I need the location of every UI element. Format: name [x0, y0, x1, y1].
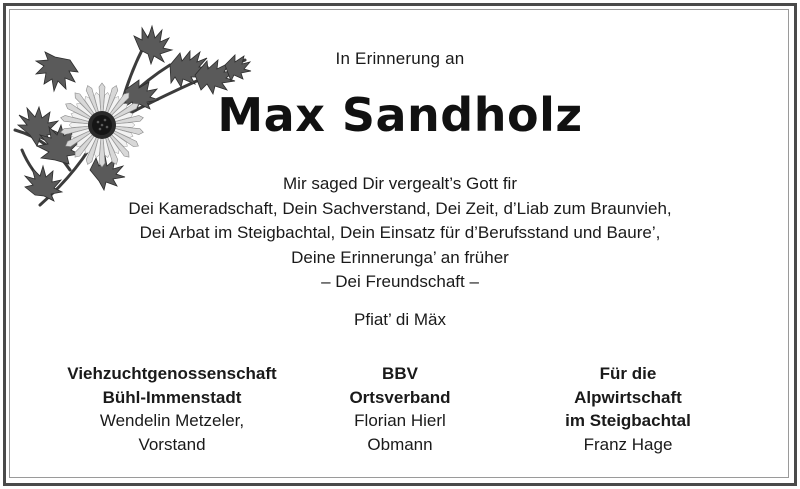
signer-block-bbv [270, 362, 530, 456]
signer-org-line: Für die [599, 364, 657, 383]
verse-line: Deine Erinnerunga’ an früher [291, 247, 509, 267]
verse-line: – Dei Freundschaft – [321, 272, 479, 291]
farewell-line: Pfiat’ di Mäx [354, 310, 446, 329]
signer-org-line: Ortsverband [349, 387, 451, 407]
signer-person-line: Franz Hage [583, 434, 673, 454]
signer-person-line: Florian Hierl [354, 411, 446, 430]
signer-org-line: im Steigbachtal [565, 411, 691, 430]
signer-org-line: BBV [382, 364, 418, 383]
verse-line: Dei Arbat im Steigbachtal, Dein Einsatz für d’Berufsstand und Baure’, [139, 223, 661, 242]
signer-person-line: Vorstand [138, 434, 206, 454]
signer-org-line: Viehzuchtgenossenschaft [67, 364, 277, 383]
signer-person-line: Wendelin Metzeler, [99, 411, 245, 430]
intro-line: In Erinnerung an [335, 49, 465, 68]
signer-block-alpwirtschaft [498, 362, 758, 456]
verse-line: Dei Kameradschaft, Dein Sachverstand, Dei Zeit, d’Liab zum Braunvieh, [128, 198, 672, 218]
signer-org-line: Bühl-Immenstadt [102, 387, 242, 407]
deceased-name: Max Sandholz [217, 88, 583, 142]
verse-block [0, 172, 800, 295]
signer-person-line: Obmann [367, 434, 433, 454]
verse-line: Mir saged Dir vergealt’s Gott fir [283, 174, 517, 193]
signer-block-viehzucht [42, 362, 302, 456]
signer-org-line: Alpwirtschaft [574, 387, 682, 407]
